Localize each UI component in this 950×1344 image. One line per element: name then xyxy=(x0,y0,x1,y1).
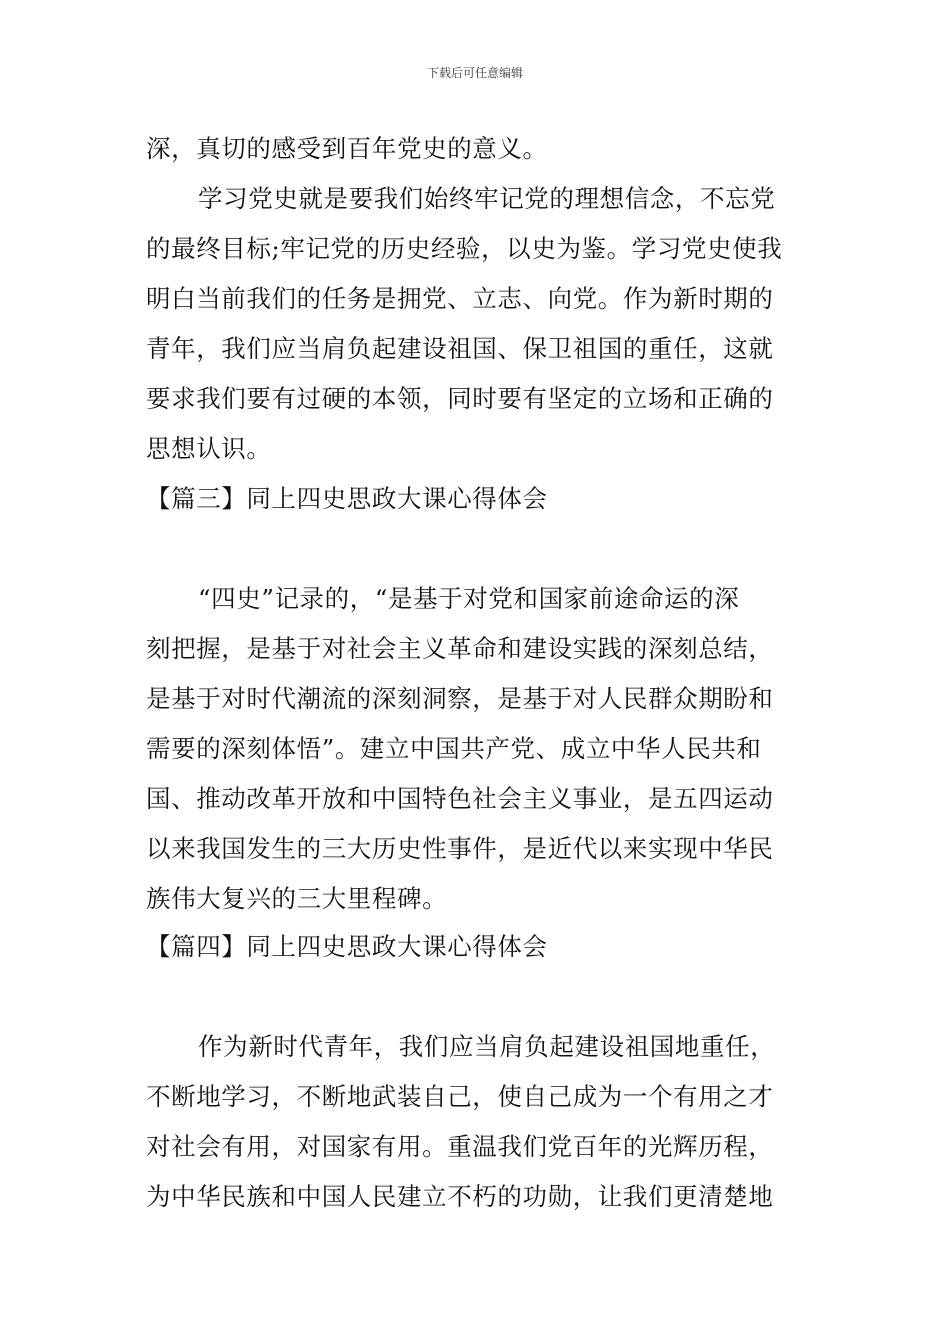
paragraph-line: 深，真切的感受到百年党史的意义。 xyxy=(146,134,548,163)
section-title: 【篇三】同上四史思政大课心得体会 xyxy=(146,484,548,513)
section-title: 【篇四】同上四史思政大课心得体会 xyxy=(146,932,548,961)
paragraph-line: 刻把握，是基于对社会主义革命和建设实践的深刻总结， xyxy=(146,634,774,663)
paragraph-line: 是基于对时代潮流的深刻洞察，是基于对人民群众期盼和 xyxy=(146,684,774,713)
paragraph-block-3 xyxy=(146,574,806,924)
paragraph-line: 青年，我们应当肩负起建设祖国、保卫祖国的重任，这就 xyxy=(146,334,774,363)
section-3 xyxy=(146,474,806,524)
paragraph-line: 不断地学习，不断地武装自己，使自己成为一个有用之才 xyxy=(146,1082,774,1111)
paragraph-block-4 xyxy=(146,1022,806,1222)
paragraph-line: 以来我国发生的三大历史性事件，是近代以来实现中华民 xyxy=(146,834,774,863)
paragraph-line: 思想认识。 xyxy=(146,434,272,463)
paragraph-line: 学习党史就是要我们始终牢记党的理想信念，不忘党 xyxy=(198,184,776,213)
paragraph-block-1 xyxy=(146,124,806,474)
page-header: 下载后可任意编辑 xyxy=(426,66,523,80)
paragraph-line: 明白当前我们的任务是拥党、立志、向党。作为新时期的 xyxy=(146,284,774,313)
paragraph-line: 对社会有用，对国家有用。重温我们党百年的光辉历程， xyxy=(146,1132,774,1161)
paragraph-line: 国、推动改革开放和中国特色社会主义事业，是五四运动 xyxy=(146,784,774,813)
section-4 xyxy=(146,922,806,972)
paragraph-line: “四史”记录的，“是基于对党和国家前途命运的深 xyxy=(198,584,740,613)
paragraph-line: 为中华民族和中国人民建立不朽的功勋，让我们更清楚地 xyxy=(146,1182,774,1211)
paragraph-line: 的最终目标;牢记党的历史经验，以史为鉴。学习党史使我 xyxy=(146,234,783,263)
paragraph-line: 作为新时代青年，我们应当肩负起建设祖国地重任， xyxy=(198,1032,776,1061)
paragraph-line: 要求我们要有过硬的本领，同时要有坚定的立场和正确的 xyxy=(146,384,774,413)
paragraph-line: 需要的深刻体悟”。建立中国共产党、成立中华人民共和 xyxy=(146,734,762,763)
paragraph-line: 族伟大复兴的三大里程碑。 xyxy=(146,884,448,913)
